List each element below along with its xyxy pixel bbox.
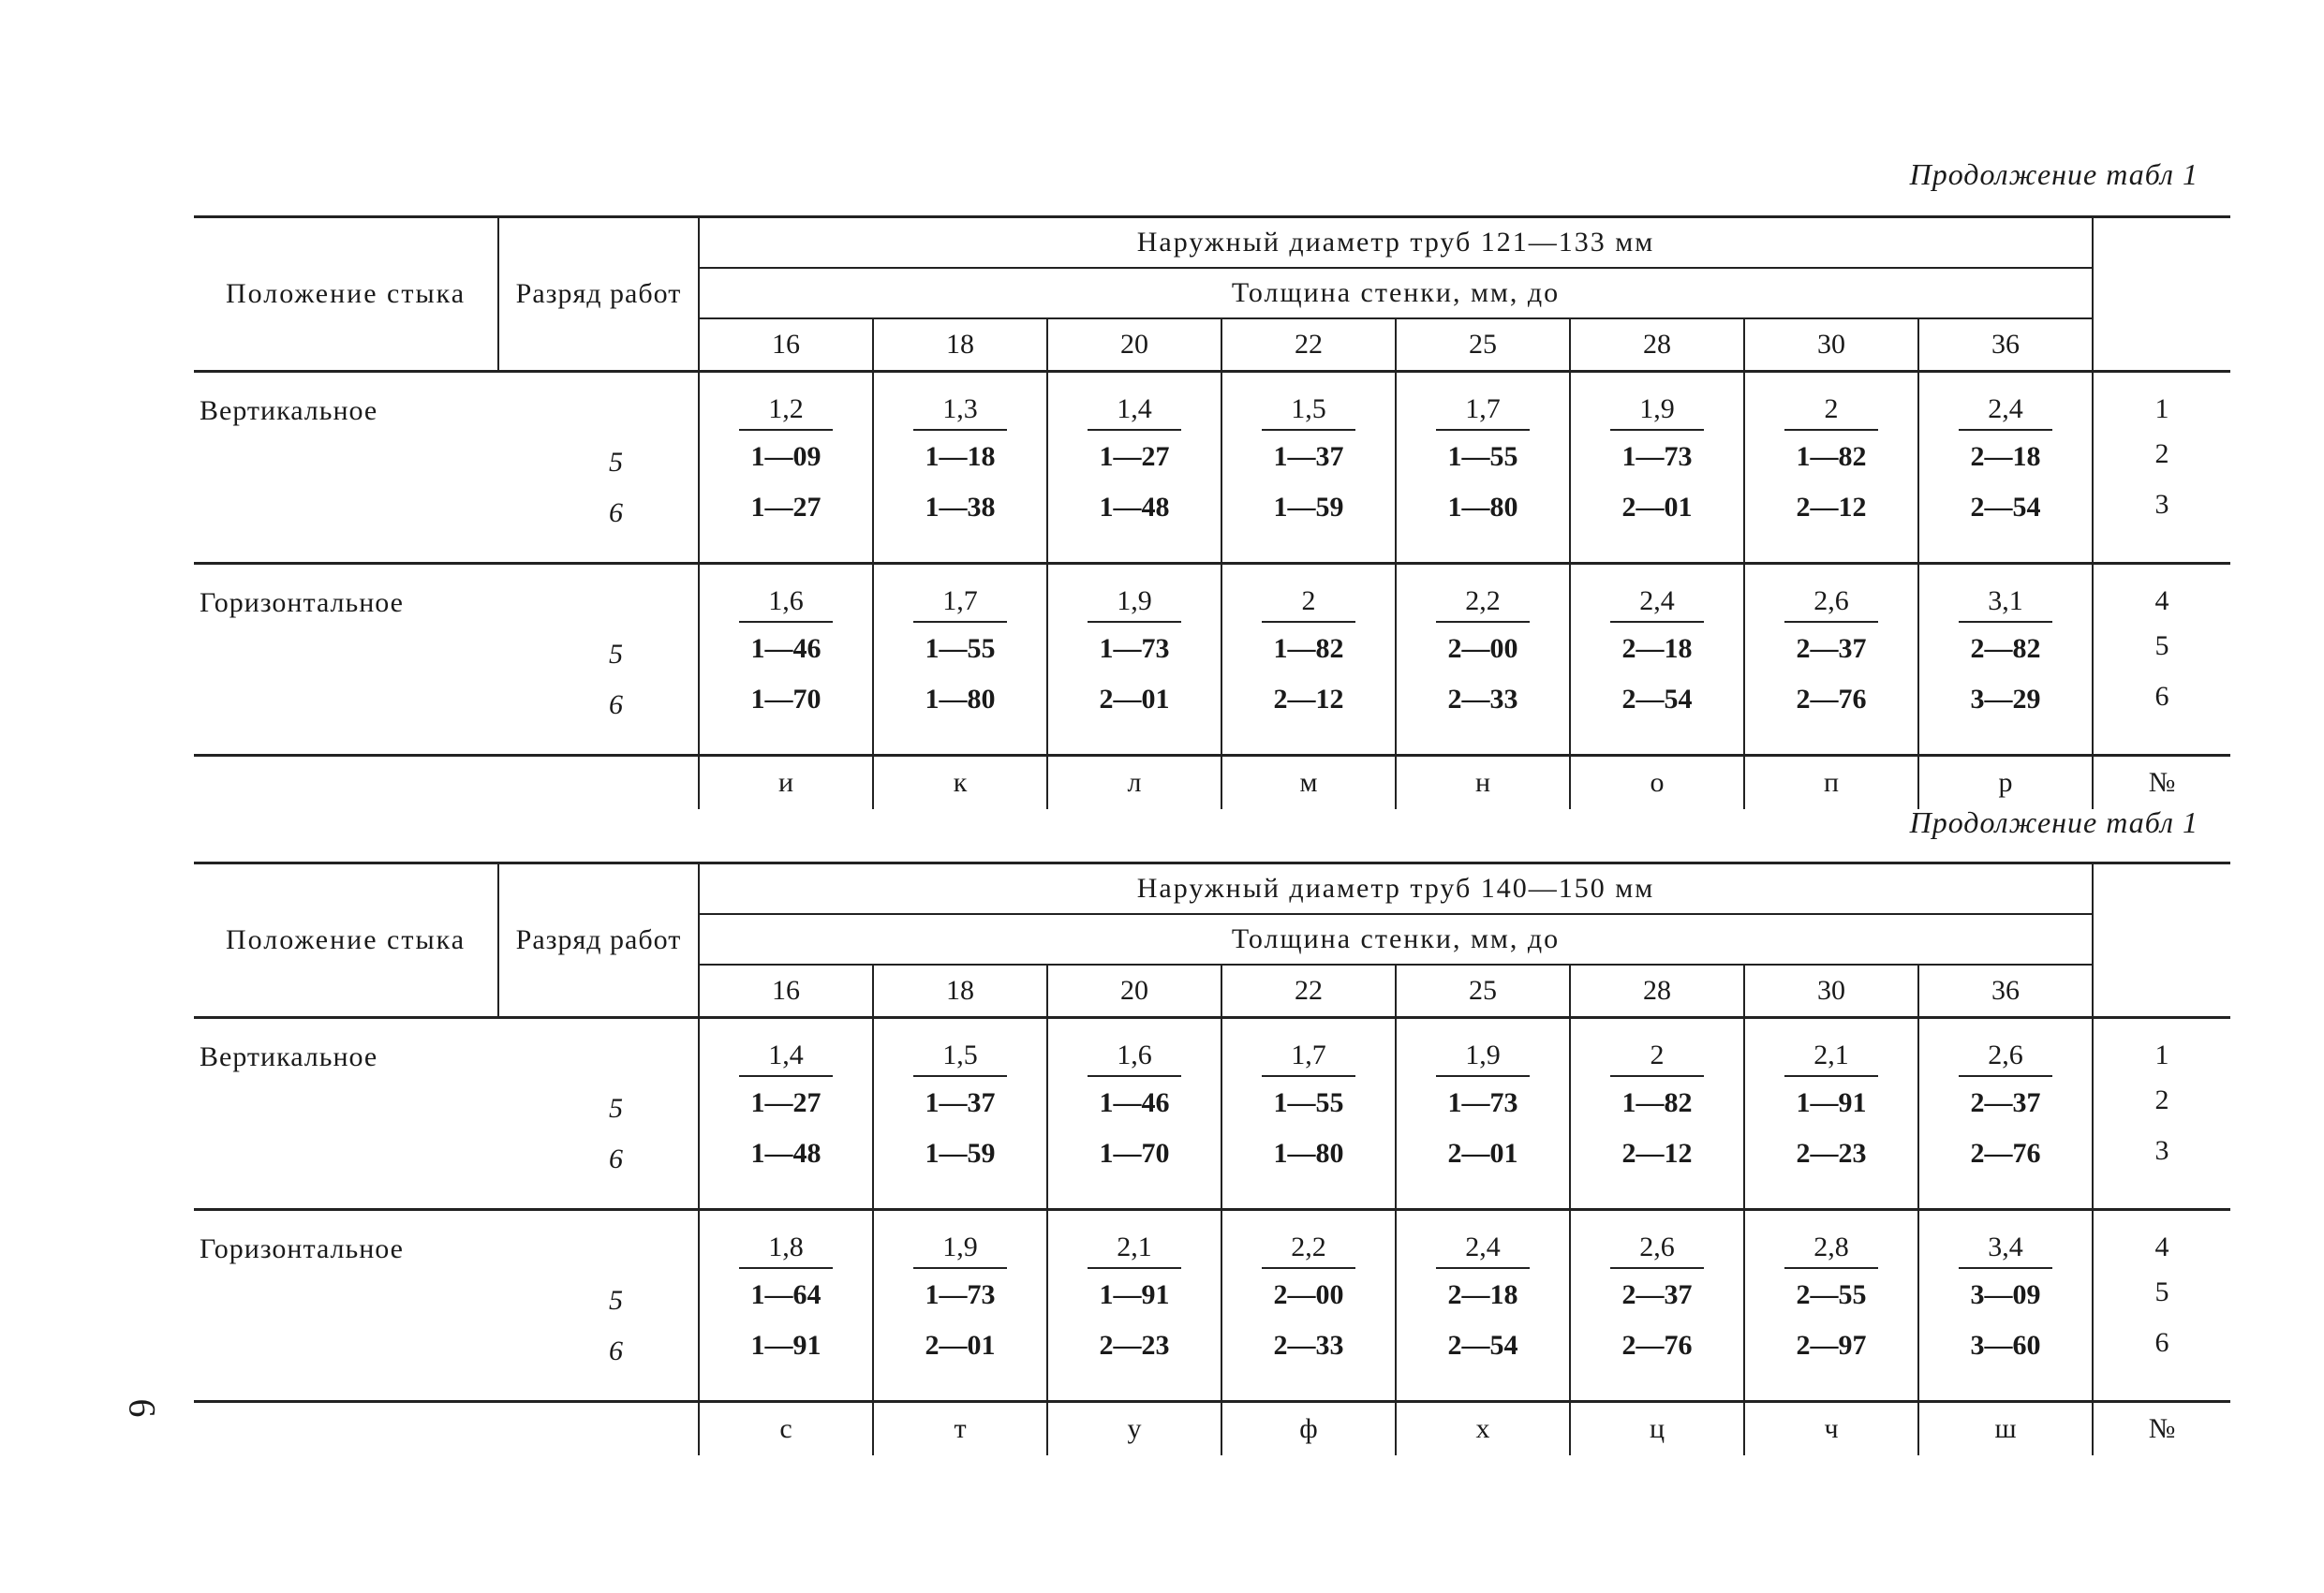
- price-rank-6: 1—70: [1099, 1138, 1170, 1169]
- column-letter: ф: [1221, 1402, 1396, 1456]
- price-rank-6: 1—59: [925, 1138, 996, 1169]
- price-rank-6: 2—23: [1796, 1138, 1867, 1169]
- price-rank-6: 2—01: [925, 1330, 996, 1361]
- price-rank-5: 1—55: [1273, 1087, 1344, 1118]
- norm-cell: [1744, 372, 1918, 564]
- rank-cell: [498, 564, 699, 756]
- norm-time: 1,3: [913, 390, 1007, 431]
- rank-value: 5: [609, 639, 623, 670]
- header-thickness-value: 16: [699, 965, 873, 1018]
- header-rank: Разряд работ: [498, 863, 699, 1018]
- price-rank-6: 2—01: [1099, 684, 1170, 715]
- column-letter: и: [699, 756, 873, 810]
- page-number: 6: [121, 1398, 164, 1418]
- price-rank-5: 2—55: [1796, 1279, 1867, 1310]
- price-rank-6: 1—48: [1099, 492, 1170, 523]
- footer-number-sign: №: [2148, 1413, 2176, 1444]
- header-thickness-value: 28: [1570, 318, 1744, 372]
- joint-position: Вертикальное: [194, 1018, 498, 1210]
- price-rank-6: 2—97: [1796, 1330, 1867, 1361]
- price-rank-5: 1—73: [1447, 1087, 1518, 1118]
- column-letter: у: [1047, 1402, 1221, 1456]
- norm-time: 1,6: [739, 582, 833, 623]
- norm-cell: [1918, 564, 2093, 756]
- price-rank-6: 2—01: [1447, 1138, 1518, 1169]
- price-rank-5: 2—00: [1447, 633, 1518, 664]
- row-number: 5: [2154, 630, 2169, 661]
- norm-cell: [1918, 372, 2093, 564]
- norm-cell: [1918, 1210, 2093, 1402]
- norm-time: 2,6: [1610, 1228, 1704, 1269]
- price-rank-5: 2—18: [1621, 633, 1693, 664]
- norm-cell: [699, 1210, 873, 1402]
- norm-time: 1,7: [1436, 390, 1530, 431]
- norm-cell: [1221, 1018, 1396, 1210]
- row-number: 2: [2154, 1084, 2169, 1115]
- norm-time: 2,4: [1959, 390, 2052, 431]
- column-letter: х: [1396, 1402, 1570, 1456]
- norm-cell: [1744, 564, 1918, 756]
- norm-time: 1,9: [1088, 582, 1181, 623]
- header-thickness-value: 30: [1744, 965, 1918, 1018]
- norm-time: 3,1: [1959, 582, 2052, 623]
- norms-table: [194, 862, 2230, 1455]
- row-number: 2: [2154, 438, 2169, 469]
- norm-time: 2,4: [1610, 582, 1704, 623]
- norm-time: 2,1: [1784, 1036, 1878, 1077]
- price-rank-5: 1—09: [750, 441, 822, 472]
- price-rank-5: 1—46: [1099, 1087, 1170, 1118]
- row-number: 4: [2154, 585, 2169, 616]
- rank-cell: [498, 372, 699, 564]
- price-rank-5: 1—73: [1099, 633, 1170, 664]
- continuation-label: Продолжение табл 1: [1909, 805, 2198, 839]
- header-thickness-value: 36: [1918, 318, 2093, 372]
- table-row: [194, 564, 2230, 756]
- price-rank-6: 2—01: [1621, 492, 1693, 523]
- price-rank-5: 1—46: [750, 633, 822, 664]
- price-rank-6: 1—59: [1273, 492, 1344, 523]
- column-letter: ш: [1918, 1402, 2093, 1456]
- table-footer: [194, 1402, 2230, 1456]
- norm-cell: [699, 372, 873, 564]
- norm-cell: [1221, 564, 1396, 756]
- price-rank-5: 1—82: [1621, 1087, 1693, 1118]
- header-number-column: [2093, 863, 2230, 1018]
- price-rank-5: 1—37: [1273, 441, 1344, 472]
- price-rank-6: 1—91: [750, 1330, 822, 1361]
- header-thickness-value: 20: [1047, 318, 1221, 372]
- norms-table: [194, 215, 2230, 809]
- footer-blank: [194, 756, 699, 810]
- price-rank-6: 1—80: [1273, 1138, 1344, 1169]
- price-rank-6: 1—48: [750, 1138, 822, 1169]
- price-rank-6: 2—23: [1099, 1330, 1170, 1361]
- norm-cell: [1396, 564, 1570, 756]
- rank-cell: [498, 1210, 699, 1402]
- price-rank-6: 1—80: [925, 684, 996, 715]
- price-rank-5: 1—91: [1099, 1279, 1170, 1310]
- rank-value: 5: [609, 1285, 623, 1316]
- column-letter: п: [1744, 756, 1918, 810]
- norm-time: 3,4: [1959, 1228, 2052, 1269]
- norm-cell: [1570, 564, 1744, 756]
- rank-cell: [498, 1018, 699, 1210]
- rank-value: 6: [609, 1143, 623, 1174]
- header-number-column: [2093, 217, 2230, 372]
- header-thickness-value: 36: [1918, 965, 2093, 1018]
- norm-time: 1,5: [913, 1036, 1007, 1077]
- price-rank-5: 1—82: [1273, 633, 1344, 664]
- footer-number-sign: №: [2148, 767, 2176, 798]
- column-letter: с: [699, 1402, 873, 1456]
- row-number: 3: [2154, 1135, 2169, 1166]
- header-wall-thickness: Толщина стенки, мм, до: [699, 914, 2093, 965]
- column-letter: т: [873, 1402, 1047, 1456]
- price-rank-5: 2—37: [1970, 1087, 2041, 1118]
- price-rank-5: 1—27: [750, 1087, 822, 1118]
- header-diameter: Наружный диаметр труб 121—133 мм: [699, 217, 2093, 269]
- row-number: 4: [2154, 1232, 2169, 1262]
- header-position: Положение стыка: [194, 863, 498, 1018]
- norm-time: 1,2: [739, 390, 833, 431]
- row-numbers: [2093, 372, 2230, 564]
- norm-cell: [1047, 1210, 1221, 1402]
- norm-cell: [699, 564, 873, 756]
- row-number: 3: [2154, 489, 2169, 520]
- price-rank-5: 2—00: [1273, 1279, 1344, 1310]
- price-rank-6: 1—38: [925, 492, 996, 523]
- norm-cell: [873, 1018, 1047, 1210]
- price-rank-5: 1—27: [1099, 441, 1170, 472]
- norm-cell: [1047, 372, 1221, 564]
- price-rank-6: 2—54: [1447, 1330, 1518, 1361]
- price-rank-5: 3—09: [1970, 1279, 2041, 1310]
- price-rank-6: 2—12: [1273, 684, 1344, 715]
- norm-time: 2,2: [1262, 1228, 1355, 1269]
- rank-value: 6: [609, 689, 623, 720]
- header-position: Положение стыка: [194, 217, 498, 372]
- header-rank: Разряд работ: [498, 217, 699, 372]
- header-thickness-value: 22: [1221, 318, 1396, 372]
- row-numbers: [2093, 1018, 2230, 1210]
- norm-time: 1,6: [1088, 1036, 1181, 1077]
- price-rank-5: 1—91: [1796, 1087, 1867, 1118]
- price-rank-6: 1—70: [750, 684, 822, 715]
- norm-time: 2,6: [1784, 582, 1878, 623]
- norm-cell: [873, 1210, 1047, 1402]
- header-thickness-value: 25: [1396, 965, 1570, 1018]
- table-row: [194, 1018, 2230, 1210]
- rank-value: 6: [609, 1335, 623, 1366]
- column-letter: л: [1047, 756, 1221, 810]
- price-rank-5: 1—55: [925, 633, 996, 664]
- header-thickness-value: 16: [699, 318, 873, 372]
- norm-time: 2,6: [1959, 1036, 2052, 1077]
- norm-cell: [1221, 372, 1396, 564]
- norm-time: 2,2: [1436, 582, 1530, 623]
- footer-blank: [194, 1402, 699, 1456]
- header-thickness-value: 20: [1047, 965, 1221, 1018]
- price-rank-6: 2—76: [1621, 1330, 1693, 1361]
- norm-time: 1,5: [1262, 390, 1355, 431]
- price-rank-6: 3—60: [1970, 1330, 2041, 1361]
- norm-time: 1,4: [1088, 390, 1181, 431]
- price-rank-6: 3—29: [1970, 684, 2041, 715]
- norm-cell: [1396, 1018, 1570, 1210]
- joint-position: Горизонтальное: [194, 564, 498, 756]
- continuation-label: Продолжение табл 1: [1909, 157, 2198, 191]
- price-rank-5: 1—73: [1621, 441, 1693, 472]
- header-thickness-value: 25: [1396, 318, 1570, 372]
- price-rank-6: 1—80: [1447, 492, 1518, 523]
- norm-cell: [1744, 1210, 1918, 1402]
- row-number: 6: [2154, 681, 2169, 712]
- norm-time: 1,9: [1436, 1036, 1530, 1077]
- norm-cell: [1570, 372, 1744, 564]
- norm-time: 2: [1610, 1036, 1704, 1077]
- column-letter: о: [1570, 756, 1744, 810]
- rank-value: 6: [609, 497, 623, 528]
- norm-cell: [1047, 1018, 1221, 1210]
- price-rank-6: 2—33: [1273, 1330, 1344, 1361]
- header-thickness-value: 18: [873, 965, 1047, 1018]
- norm-cell: [1744, 1018, 1918, 1210]
- price-rank-5: 1—55: [1447, 441, 1518, 472]
- joint-position: Горизонтальное: [194, 1210, 498, 1402]
- norm-time: 1,9: [913, 1228, 1007, 1269]
- header-thickness-value: 30: [1744, 318, 1918, 372]
- row-number: 1: [2154, 1040, 2169, 1070]
- header-thickness-value: 22: [1221, 965, 1396, 1018]
- column-letter: ч: [1744, 1402, 1918, 1456]
- norm-time: 1,7: [1262, 1036, 1355, 1077]
- norm-time: 1,7: [913, 582, 1007, 623]
- row-number: 5: [2154, 1276, 2169, 1307]
- row-number: 6: [2154, 1327, 2169, 1358]
- price-rank-5: 2—18: [1970, 441, 2041, 472]
- price-rank-6: 2—12: [1621, 1138, 1693, 1169]
- norm-time: 1,4: [739, 1036, 833, 1077]
- rank-value: 5: [609, 447, 623, 478]
- price-rank-5: 2—18: [1447, 1279, 1518, 1310]
- norm-time: 2,1: [1088, 1228, 1181, 1269]
- row-numbers: [2093, 1210, 2230, 1402]
- norm-time: 2: [1784, 390, 1878, 431]
- column-letter: к: [873, 756, 1047, 810]
- norm-cell: [873, 564, 1047, 756]
- norm-cell: [1396, 372, 1570, 564]
- price-rank-6: 2—76: [1796, 684, 1867, 715]
- table-row: [194, 1210, 2230, 1402]
- norm-time: 2,8: [1784, 1228, 1878, 1269]
- price-rank-5: 2—37: [1621, 1279, 1693, 1310]
- rank-value: 5: [609, 1093, 623, 1124]
- norm-time: 1,8: [739, 1228, 833, 1269]
- price-rank-6: 2—54: [1970, 492, 2041, 523]
- row-numbers: [2093, 564, 2230, 756]
- norm-cell: [1570, 1018, 1744, 1210]
- price-rank-6: 2—76: [1970, 1138, 2041, 1169]
- header-diameter: Наружный диаметр труб 140—150 мм: [699, 863, 2093, 915]
- price-rank-5: 1—64: [750, 1279, 822, 1310]
- norm-cell: [1570, 1210, 1744, 1402]
- price-rank-5: 1—37: [925, 1087, 996, 1118]
- norm-time: 2: [1262, 582, 1355, 623]
- price-rank-5: 2—82: [1970, 633, 2041, 664]
- norm-cell: [699, 1018, 873, 1210]
- price-rank-6: 2—12: [1796, 492, 1867, 523]
- price-rank-5: 1—18: [925, 441, 996, 472]
- norm-cell: [1047, 564, 1221, 756]
- header-thickness-value: 28: [1570, 965, 1744, 1018]
- price-rank-6: 2—54: [1621, 684, 1693, 715]
- price-rank-5: 1—82: [1796, 441, 1867, 472]
- norm-cell: [1221, 1210, 1396, 1402]
- norm-cell: [1396, 1210, 1570, 1402]
- norm-time: 1,9: [1610, 390, 1704, 431]
- column-letter: ц: [1570, 1402, 1744, 1456]
- column-letter: р: [1918, 756, 2093, 810]
- price-rank-6: 2—33: [1447, 684, 1518, 715]
- column-letter: м: [1221, 756, 1396, 810]
- price-rank-5: 2—37: [1796, 633, 1867, 664]
- price-rank-5: 1—73: [925, 1279, 996, 1310]
- norm-time: 2,4: [1436, 1228, 1530, 1269]
- row-number: 1: [2154, 393, 2169, 424]
- table-footer: [194, 756, 2230, 810]
- header-wall-thickness: Толщина стенки, мм, до: [699, 268, 2093, 318]
- norm-cell: [1918, 1018, 2093, 1210]
- header-thickness-value: 18: [873, 318, 1047, 372]
- table-row: [194, 372, 2230, 564]
- column-letter: н: [1396, 756, 1570, 810]
- norm-cell: [873, 372, 1047, 564]
- joint-position: Вертикальное: [194, 372, 498, 564]
- price-rank-6: 1—27: [750, 492, 822, 523]
